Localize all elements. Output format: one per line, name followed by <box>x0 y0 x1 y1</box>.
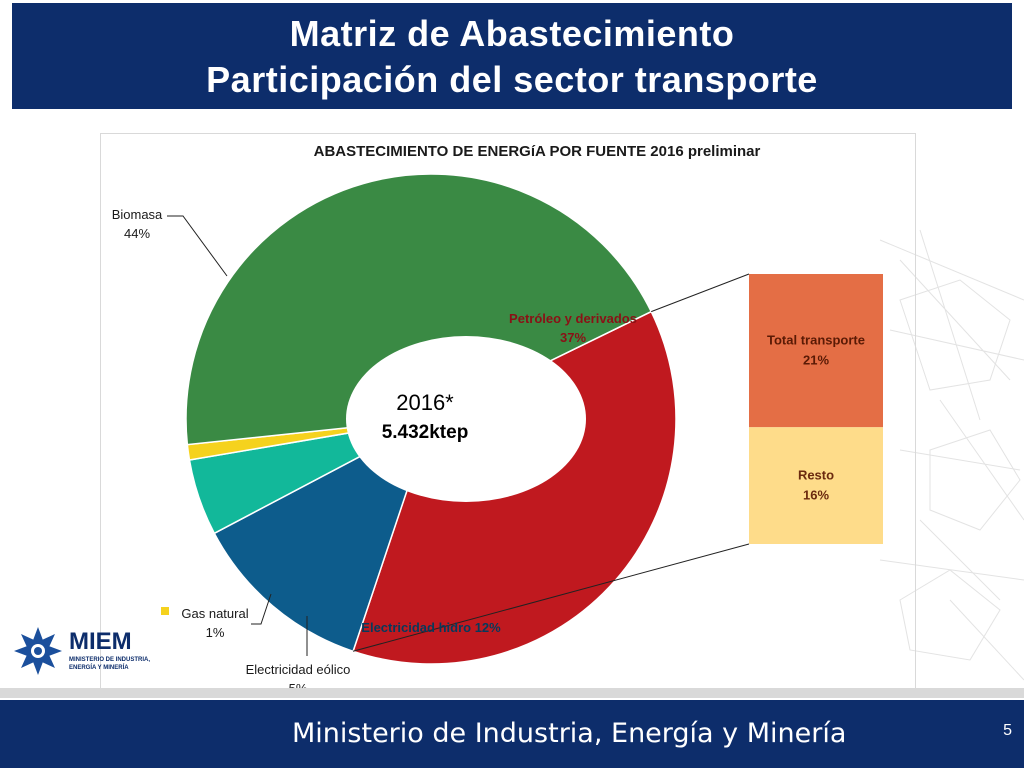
bar-segment-total-transporte <box>749 274 883 427</box>
label-electricidad-hidro: Electricidad hidro 12% <box>361 620 501 635</box>
footer-ministry-name: Ministerio de Industria, Energía y Minería <box>292 718 847 749</box>
label-petroleo: Petróleo y derivados 37% <box>509 311 637 345</box>
slide-title-line2: Participación del sector transporte <box>206 59 818 100</box>
chart-frame <box>100 133 916 695</box>
miem-star-icon <box>12 625 64 677</box>
bar-label-total-transporte: Total transporte 21% <box>767 332 865 368</box>
logo-text: MIEM <box>69 628 132 655</box>
bar-label-resto: Resto 16% <box>797 467 835 503</box>
miem-logo <box>12 625 162 680</box>
gas-natural-marker <box>161 607 169 615</box>
leader-biomasa <box>167 216 227 276</box>
title-bar <box>12 3 1012 109</box>
slide-number: 5 <box>1003 722 1012 739</box>
label-biomasa: Biomasa 44% <box>111 207 163 241</box>
bar-segment-resto <box>749 427 883 544</box>
label-gas-natural: Gas natural 1% <box>181 606 249 640</box>
label-electricidad-eolico: Electricidad eólico <box>245 662 351 677</box>
doughnut-hole <box>346 336 586 502</box>
center-label: 2016* <box>396 390 454 415</box>
logo-subtitle-2: ENERGÍA Y MINERÍA <box>69 665 129 671</box>
chart-title: ABASTECIMIENTO DE ENERGíA POR FUENTE 2016 preliminar <box>313 143 761 160</box>
slide-title-line1: Matriz de Abastecimiento <box>289 13 735 54</box>
footer-divider <box>0 688 1024 698</box>
connector-top <box>651 274 749 312</box>
logo-subtitle-1: MINISTERIO DE INDUSTRIA, <box>69 657 151 663</box>
energy-chart <box>101 134 915 694</box>
center-value: 5.432ktep <box>381 422 469 443</box>
